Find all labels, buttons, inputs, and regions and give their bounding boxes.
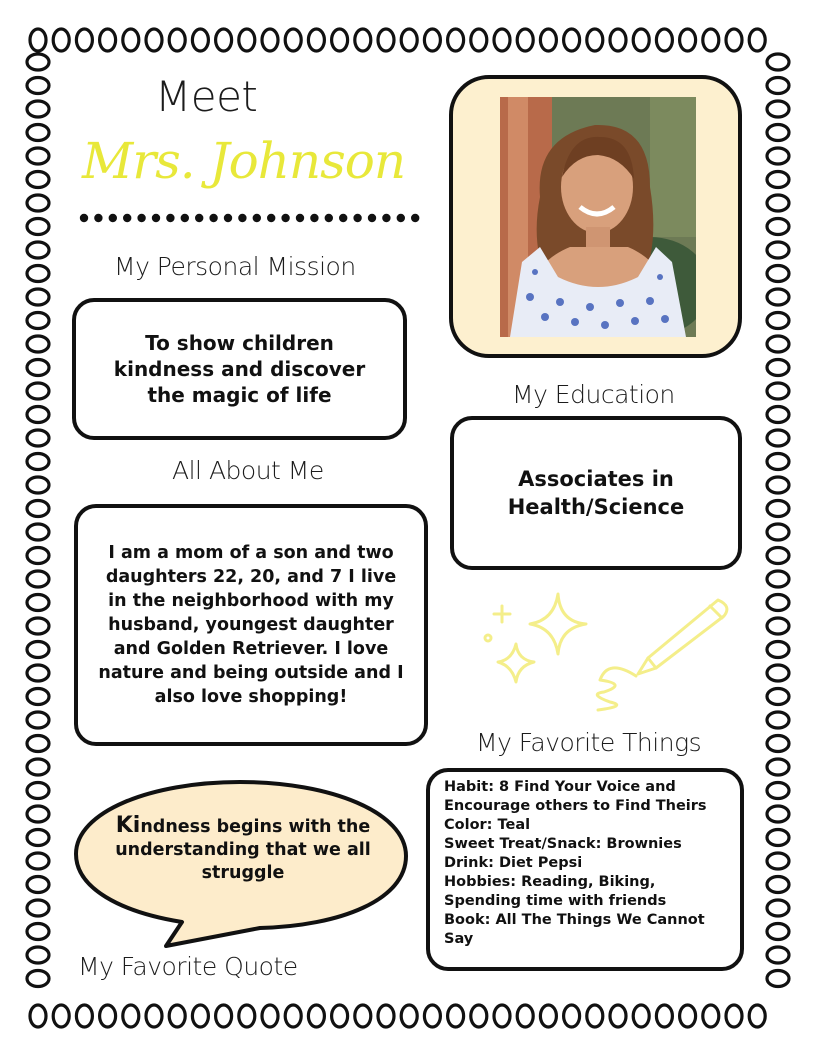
quote-first-letters: Ki [115, 813, 141, 838]
about-heading: All About Me [172, 456, 324, 485]
about-text: I am a mom of a son and two daughters 22, 20, and 7 I live in the neighborhood with my husband, youngest daughter and Golden Retriever. I love nature and being outside and I also love shopping! [98, 543, 404, 707]
education-text: Associates in Health/Science [507, 467, 685, 519]
favorite-item-drink: Drink: Diet Pepsi [444, 855, 583, 871]
education-heading: My Education [512, 380, 675, 409]
meet-heading: Meet [155, 72, 258, 121]
quote-text [112, 814, 374, 885]
favorite-item-habit: Habit: 8 Find Your Voice and Encourage others to Find Theirs [444, 779, 707, 814]
mission-box [72, 298, 407, 440]
about-box [74, 504, 428, 746]
teacher-name: Mrs. Johnson [82, 132, 406, 190]
education-box [450, 416, 742, 570]
mission-heading: My Personal Mission [114, 252, 356, 281]
quote-rest: ndness begins with the understanding that we all struggle [115, 817, 371, 883]
quote-heading: My Favorite Quote [78, 952, 298, 981]
favorite-item-treat: Sweet Treat/Snack: Brownies [444, 836, 682, 852]
favorites-heading: My Favorite Things [476, 728, 702, 757]
teacher-photo [500, 97, 696, 337]
favorite-item-color: Color: Teal [444, 817, 531, 833]
sparkle-pencil-doodle [478, 588, 738, 718]
dotted-divider [78, 212, 423, 224]
photo-frame [449, 75, 742, 358]
favorite-item-book: Book: All The Things We Cannot Say [444, 912, 705, 947]
favorite-item-hobbies: Hobbies: Reading, Biking, Spending time with friends [444, 874, 667, 909]
favorites-box [426, 768, 744, 971]
mission-text: To show children kindness and discover the magic of life [113, 331, 366, 407]
